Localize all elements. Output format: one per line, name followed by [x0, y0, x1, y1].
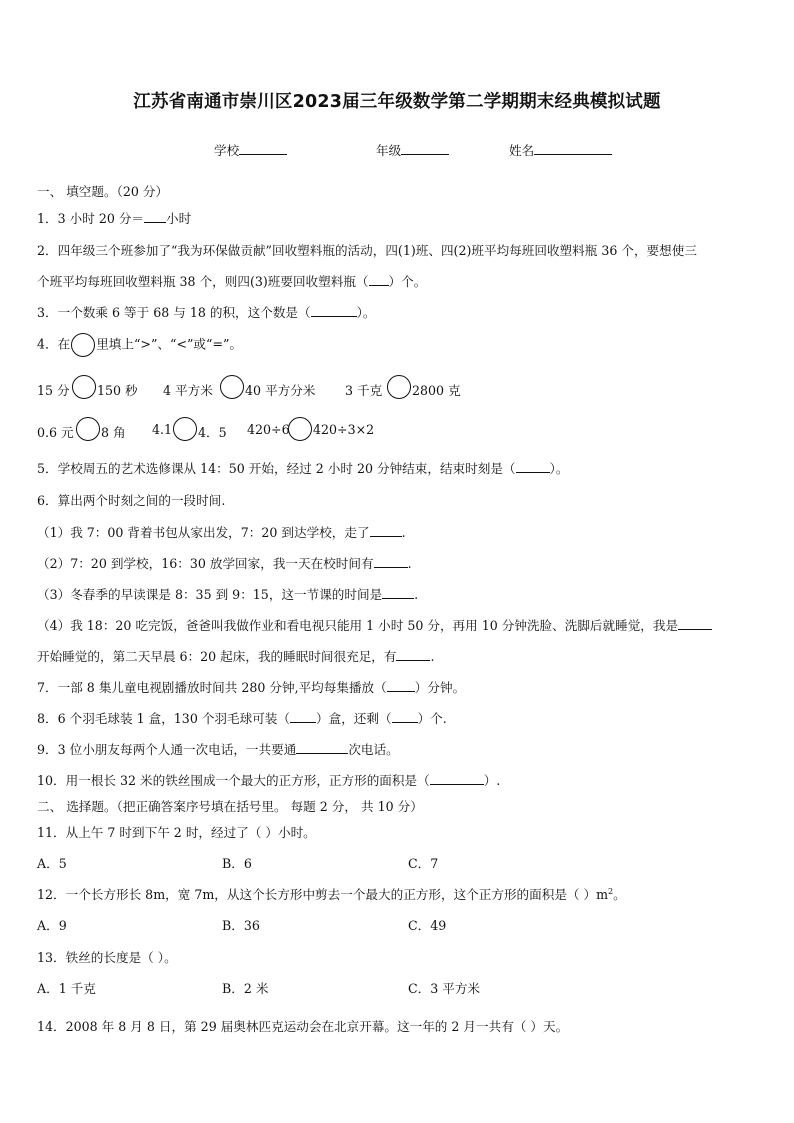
question-6-3-text: （3）冬春季的早读课是 8：35 到 9：15，这一节课的时间是 [37, 587, 383, 602]
question-9-tail: 次电话。 [348, 742, 399, 757]
period: . [414, 587, 419, 602]
compare-item: 420÷6 [247, 422, 290, 437]
question-8-tail: ）个. [417, 711, 447, 726]
option-c[interactable]: C．49 [408, 918, 447, 933]
question-6-1-text: （1）我 7：00 背着书包从家出发，7：20 到达学校，走了 [37, 525, 370, 540]
compare-item: 420÷3×2 [313, 422, 375, 437]
question-12 [37, 884, 626, 903]
question-6: 6．算出两个时刻之间的一段时间. [37, 493, 226, 508]
question-6-1 [37, 522, 406, 541]
answer-blank[interactable] [370, 524, 402, 537]
answer-blank[interactable] [392, 710, 418, 723]
compare-item: 15 分 [37, 383, 70, 398]
question-3-text: 3．一个数乘 6 等于 68 与 18 的积，这个数是（ [37, 305, 311, 320]
question-8 [37, 708, 447, 727]
question-5-text: 5．学校周五的艺术选修课从 14：50 开始，经过 2 小时 20 分钟结束，结束时刻是（ [37, 461, 516, 476]
answer-blank[interactable] [387, 679, 415, 692]
question-2-line-2 [37, 271, 426, 290]
answer-blank[interactable] [430, 772, 484, 785]
compare-circle[interactable] [387, 375, 411, 399]
compare-item: 3 千克 [345, 383, 383, 398]
period: . [430, 649, 435, 664]
option-b[interactable]: B．36 [222, 918, 260, 933]
question-5 [37, 458, 568, 477]
compare-item: 2800 克 [412, 383, 461, 398]
question-7-text: 7．一部 8 集儿童电视剧播放时间共 280 分钟,平均每集播放（ [37, 680, 387, 695]
school-blank[interactable] [239, 142, 287, 155]
name-blank[interactable] [534, 142, 612, 155]
period: . [407, 556, 412, 571]
question-12-tail: 。 [613, 887, 626, 902]
question-1-text: 1．3 小时 20 分＝ [37, 211, 145, 226]
school-label: 学校 [214, 143, 240, 158]
option-a[interactable]: A．5 [37, 856, 67, 871]
compare-circle[interactable] [76, 417, 100, 441]
question-9-text: 9．3 位小朋友每两个人通一次电话，一共要通 [37, 742, 297, 757]
question-4 [37, 333, 242, 357]
question-13: 13．铁丝的长度是（ ）。 [37, 950, 177, 965]
section-2-heading: 二、 选择题。（把正确答案序号填在括号里。 每题 2 分， 共 10 分） [37, 799, 423, 814]
name-field [509, 140, 612, 159]
question-6-4-line-2 [37, 646, 435, 665]
option-b[interactable]: B．6 [222, 856, 252, 871]
question-2-text: 个班平均每班回收塑料瓶 38 个，则四(3)班要回收塑料瓶（ [37, 274, 369, 289]
compare-item: 40 平方分米 [245, 383, 316, 398]
school-field [214, 140, 287, 159]
answer-blank[interactable] [678, 617, 712, 630]
question-6-4-line-1 [37, 615, 712, 634]
question-14: 14．2008 年 8 月 8 日，第 29 届奥林匹克运动会在北京开幕。这一年的 2 月一共有（ ）天。 [37, 1019, 569, 1034]
compare-item: 0.6 元 [37, 425, 74, 440]
compare-circle [71, 333, 95, 357]
option-b[interactable]: B．2 米 [222, 981, 269, 996]
option-a[interactable]: A．1 千克 [37, 981, 96, 996]
option-c[interactable]: C．7 [408, 856, 439, 871]
question-1-unit: 小时 [166, 211, 192, 226]
page-title: 江苏省南通市崇川区2023届三年级数学第二学期期末经典模拟试题 [133, 92, 661, 112]
question-4-text: 4．在 [37, 336, 71, 352]
option-c[interactable]: C．3 平方米 [408, 981, 481, 996]
question-2-line-1: 2．四年级三个班参加了“我为环保做贡献”回收塑料瓶的活动，四(1)班、四(2)班平均每班回收塑料瓶 36 个，要想使三 [37, 243, 697, 258]
answer-blank[interactable] [516, 460, 550, 473]
answer-blank[interactable] [296, 741, 348, 754]
question-2-tail: ）个。 [388, 274, 427, 289]
question-7 [37, 677, 465, 696]
superscript: 2 [608, 886, 614, 896]
question-3 [37, 302, 376, 321]
answer-blank[interactable] [311, 304, 357, 317]
answer-blank[interactable] [374, 555, 408, 568]
question-1 [37, 208, 191, 227]
question-8-mid: ）盒，还剩（ [316, 711, 392, 726]
answer-blank[interactable] [382, 586, 414, 599]
option-a[interactable]: A．9 [37, 918, 67, 933]
compare-item: 4.1 [152, 422, 173, 437]
compare-circle[interactable] [72, 375, 96, 399]
question-5-tail: ）。 [549, 461, 569, 476]
question-12-text: 12．一个长方形长 8m，宽 7m，从这个长方形中剪去一个最大的正方形，这个正方形的面积是（ ）m [37, 887, 609, 902]
question-8-text: 8．6 个羽毛球装 1 盒，130 个羽毛球可装（ [37, 711, 290, 726]
grade-label: 年级 [376, 143, 402, 158]
question-3-tail: ）。 [356, 305, 376, 320]
grade-field [376, 140, 449, 159]
question-10-text: 10．用一根长 32 米的铁丝围成一个最大的正方形，正方形的面积是（ [37, 773, 430, 788]
answer-blank[interactable] [369, 273, 389, 286]
compare-circle[interactable] [220, 375, 244, 399]
question-10-tail: ）. [483, 773, 501, 788]
compare-item: 8 角 [101, 425, 126, 440]
question-7-tail: ）分钟。 [414, 680, 466, 695]
question-6-2-text: （2）7：20 到学校，16：30 放学回家，我一天在校时间有 [37, 556, 374, 571]
name-label: 姓名 [509, 143, 535, 158]
compare-circle[interactable] [173, 417, 197, 441]
period: . [401, 525, 406, 540]
answer-blank[interactable] [290, 710, 316, 723]
question-6-4-text: （4）我 18：20 吃完饭，爸爸叫我做作业和看电视只能用 1 小时 50 分，再用 10 分钟洗脸、洗脚后就睡觉，我是 [37, 618, 679, 633]
question-11: 11．从上午 7 时到下午 2 时，经过了（ ）小时。 [37, 825, 316, 840]
compare-item: 150 秒 [97, 383, 138, 398]
question-9 [37, 739, 399, 758]
question-6-3 [37, 584, 418, 603]
question-4-instruction: 里填上“>”、“<”或“=”。 [96, 336, 243, 352]
answer-blank[interactable] [144, 210, 166, 223]
section-1-heading: 一、 填空题。（20 分） [37, 184, 169, 199]
question-6-2 [37, 553, 412, 572]
compare-circle[interactable] [288, 417, 312, 441]
compare-item: 4．5 [198, 425, 227, 440]
question-10 [37, 770, 500, 789]
question-6-4-text: 开始睡觉的，第二天早晨 6：20 起床，我的睡眠时间很充足，有 [37, 649, 397, 664]
compare-item: 4 平方米 [163, 383, 213, 398]
grade-blank[interactable] [401, 142, 449, 155]
answer-blank[interactable] [396, 648, 430, 661]
